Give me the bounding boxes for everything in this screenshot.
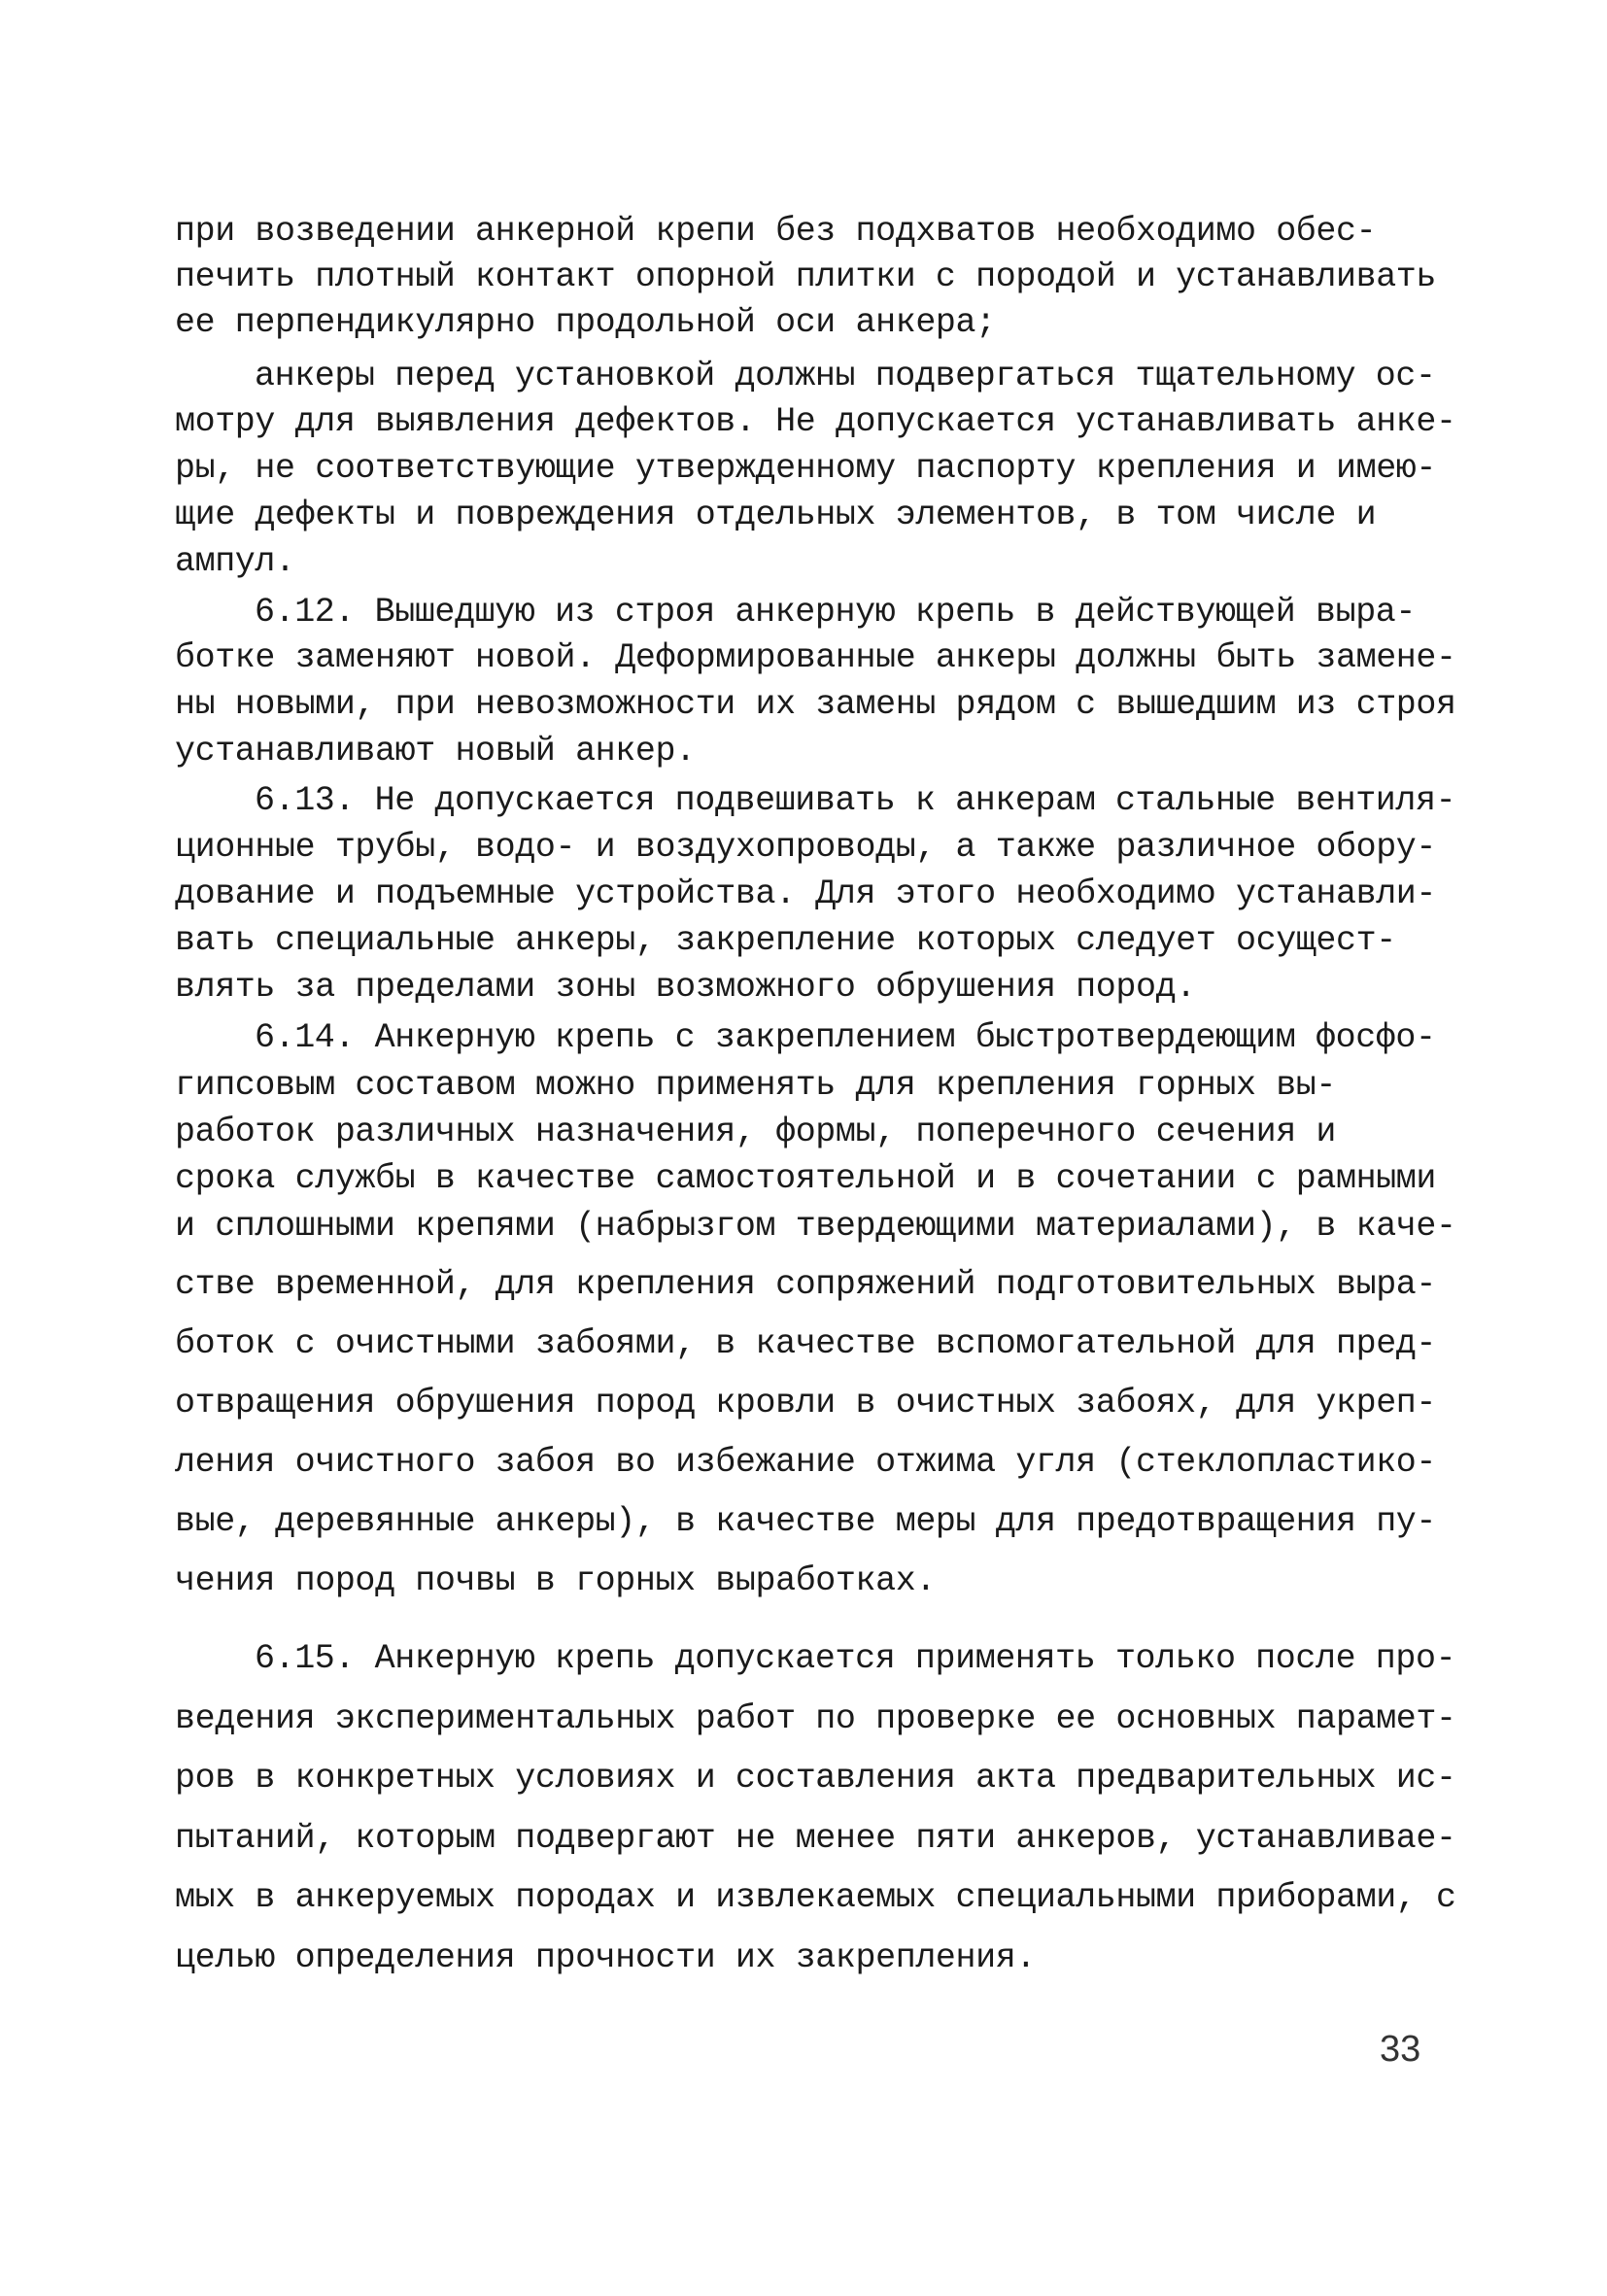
text-line: стве временной, для крепления сопряжений подготовительных выра- bbox=[175, 1265, 1437, 1304]
text-line: при возведении анкерной крепи без подхватов необходимо обес- bbox=[175, 212, 1377, 251]
text-line: дование и подъемные устройства. Для этого необходимо устанавли- bbox=[175, 874, 1437, 913]
text-line: 6.14. Анкерную крепь с закреплением быстротвердеющим фосфо- bbox=[255, 1018, 1436, 1057]
text-line: срока службы в качестве самостоятельной и в сочетании с рамными bbox=[175, 1159, 1437, 1198]
text-line: гипсовым составом можно применять для крепления горных вы- bbox=[175, 1066, 1336, 1105]
text-line: ны новыми, при невозможности их замены рядом с вышедшим из строя bbox=[175, 685, 1456, 724]
text-line: боток с очистными забоями, в качестве вспомогательной для пред- bbox=[175, 1324, 1437, 1363]
text-line: 6.13. Не допускается подвешивать к анкерам стальные вентиля- bbox=[255, 781, 1456, 820]
text-line: ведения экспериментальных работ по проверке ее основных парамет- bbox=[175, 1699, 1456, 1738]
text-line: ее перпендикулярно продольной оси анкера; bbox=[175, 303, 996, 342]
text-line: чения пород почвы в горных выработках. bbox=[175, 1561, 936, 1600]
text-line: вые, деревянные анкеры), в качестве меры для предотвращения пу- bbox=[175, 1502, 1437, 1541]
text-line: 6.12. Вышедшую из строя анкерную крепь в действующей выра- bbox=[255, 593, 1416, 632]
text-line: вать специальные анкеры, закрепление которых следует осущест- bbox=[175, 921, 1396, 960]
page-number: 33 bbox=[1380, 2029, 1421, 2070]
text-line: работок различных назначения, формы, поперечного сечения и bbox=[175, 1113, 1336, 1151]
text-line: ампул. bbox=[175, 542, 295, 581]
text-line: печить плотный контакт опорной плитки с породой и устанавливать bbox=[175, 257, 1437, 296]
text-line: ционные трубы, водо- и воздухопроводы, а также различное обору- bbox=[175, 828, 1437, 867]
text-line: отвращения обрушения пород кровли в очистных забоях, для укреп- bbox=[175, 1384, 1437, 1422]
text-line: анкеры перед установкой должны подвергаться тщательному ос- bbox=[255, 357, 1436, 395]
text-line: ров в конкретных условиях и составления акта предварительных ис- bbox=[175, 1759, 1456, 1798]
text-line: ления очистного забоя во избежание отжима угля (стеклопластико- bbox=[175, 1443, 1437, 1482]
text-line: мых в анкеруемых породах и извлекаемых специальными приборами, с bbox=[175, 1878, 1456, 1917]
text-line: ры, не соответствующие утвержденному паспорту крепления и имею- bbox=[175, 449, 1437, 488]
text-line: целью определения прочности их закрепления. bbox=[175, 1938, 1036, 1977]
text-line: и сплошными крепями (набрызгом твердеющими материалами), в каче- bbox=[175, 1207, 1456, 1246]
text-line: 6.15. Анкерную крепь допускается применять только после про- bbox=[255, 1639, 1456, 1678]
text-line: устанавливают новый анкер. bbox=[175, 732, 696, 771]
text-line: влять за пределами зоны возможного обрушения пород. bbox=[175, 968, 1196, 1007]
text-line: щие дефекты и повреждения отдельных элементов, в том числе и bbox=[175, 496, 1377, 534]
text-line: пытаний, которым подвергают не менее пяти анкеров, устанавливае- bbox=[175, 1819, 1456, 1858]
text-line: ботке заменяют новой. Деформированные анкеры должны быть замене- bbox=[175, 638, 1456, 677]
text-line: мотру для выявления дефектов. Не допускается устанавливать анке- bbox=[175, 402, 1456, 441]
